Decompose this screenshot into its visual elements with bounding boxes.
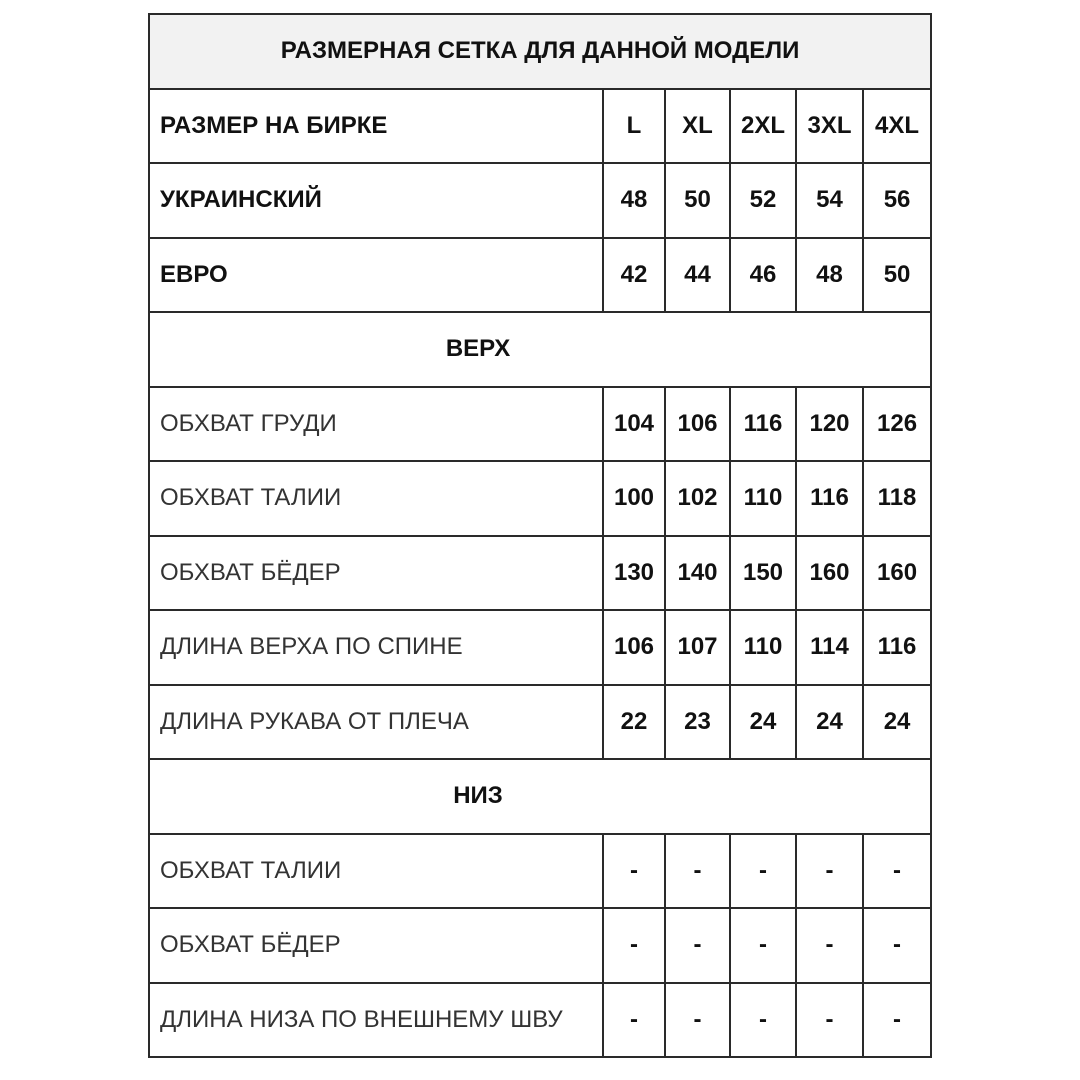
value-cell: - (665, 908, 730, 983)
measurement-row (149, 983, 931, 1058)
measurement-row (149, 387, 931, 462)
value-cell: - (603, 983, 665, 1058)
value-cell: - (730, 908, 796, 983)
value-cell: 160 (796, 536, 863, 611)
value-cell: 150 (730, 536, 796, 611)
value-cell: 107 (665, 610, 730, 685)
value-cell: 102 (665, 461, 730, 536)
value-cell: 42 (603, 238, 665, 313)
section-title-bottom: НИЗ (149, 759, 931, 834)
value-cell: 106 (603, 610, 665, 685)
row-label: ОБХВАТ БЁДЕР (149, 536, 603, 611)
value-cell: 48 (796, 238, 863, 313)
value-cell: - (730, 834, 796, 909)
value-cell: 110 (730, 610, 796, 685)
value-cell: 118 (863, 461, 931, 536)
value-cell: 106 (665, 387, 730, 462)
size-header-2xl: 2XL (730, 89, 796, 164)
value-cell: 24 (863, 685, 931, 760)
value-cell: - (603, 908, 665, 983)
size-system-label: ЕВРО (149, 238, 603, 313)
value-cell: - (665, 983, 730, 1058)
value-cell: 114 (796, 610, 863, 685)
value-cell: - (863, 834, 931, 909)
measurement-row (149, 685, 931, 760)
value-cell: 50 (665, 163, 730, 238)
section-row-bottom (149, 759, 931, 834)
row-label: ДЛИНА НИЗА ПО ВНЕШНЕМУ ШВУ (149, 983, 603, 1058)
value-cell: - (796, 908, 863, 983)
value-cell: 116 (863, 610, 931, 685)
size-system-label: УКРАИНСКИЙ (149, 163, 603, 238)
size-header-3xl: 3XL (796, 89, 863, 164)
value-cell: - (863, 983, 931, 1058)
value-cell: 100 (603, 461, 665, 536)
value-cell: 120 (796, 387, 863, 462)
value-cell: 130 (603, 536, 665, 611)
measurement-row (149, 908, 931, 983)
value-cell: 24 (796, 685, 863, 760)
value-cell: 46 (730, 238, 796, 313)
value-cell: 116 (730, 387, 796, 462)
section-row-top (149, 312, 931, 387)
measurement-row (149, 610, 931, 685)
row-label: ДЛИНА ВЕРХА ПО СПИНЕ (149, 610, 603, 685)
value-cell: 110 (730, 461, 796, 536)
value-cell: 23 (665, 685, 730, 760)
value-cell: 50 (863, 238, 931, 313)
measurement-row (149, 834, 931, 909)
measurement-row (149, 461, 931, 536)
row-label: ОБХВАТ ТАЛИИ (149, 461, 603, 536)
value-cell: 52 (730, 163, 796, 238)
value-cell: - (665, 834, 730, 909)
value-cell: 48 (603, 163, 665, 238)
value-cell: 24 (730, 685, 796, 760)
value-cell: - (730, 983, 796, 1058)
size-header-4xl: 4XL (863, 89, 931, 164)
row-label: ДЛИНА РУКАВА ОТ ПЛЕЧА (149, 685, 603, 760)
size-system-row-euro (149, 238, 931, 313)
title-row (149, 14, 931, 89)
chart-title: РАЗМЕРНАЯ СЕТКА ДЛЯ ДАННОЙ МОДЕЛИ (149, 14, 931, 89)
measurement-row (149, 536, 931, 611)
section-title-top: ВЕРХ (149, 312, 931, 387)
value-cell: 44 (665, 238, 730, 313)
value-cell: 140 (665, 536, 730, 611)
size-system-row-ukrainian (149, 163, 931, 238)
row-label: ОБХВАТ ГРУДИ (149, 387, 603, 462)
value-cell: 54 (796, 163, 863, 238)
size-header-row (149, 89, 931, 164)
value-cell: 22 (603, 685, 665, 760)
size-header-xl: XL (665, 89, 730, 164)
size-header-l: L (603, 89, 665, 164)
value-cell: 116 (796, 461, 863, 536)
value-cell: - (603, 834, 665, 909)
size-tag-label: РАЗМЕР НА БИРКЕ (149, 89, 603, 164)
value-cell: 104 (603, 387, 665, 462)
value-cell: 56 (863, 163, 931, 238)
value-cell: - (796, 983, 863, 1058)
value-cell: - (796, 834, 863, 909)
row-label: ОБХВАТ ТАЛИИ (149, 834, 603, 909)
value-cell: 126 (863, 387, 931, 462)
value-cell: 160 (863, 536, 931, 611)
size-chart-table (148, 13, 932, 1058)
value-cell: - (863, 908, 931, 983)
row-label: ОБХВАТ БЁДЕР (149, 908, 603, 983)
